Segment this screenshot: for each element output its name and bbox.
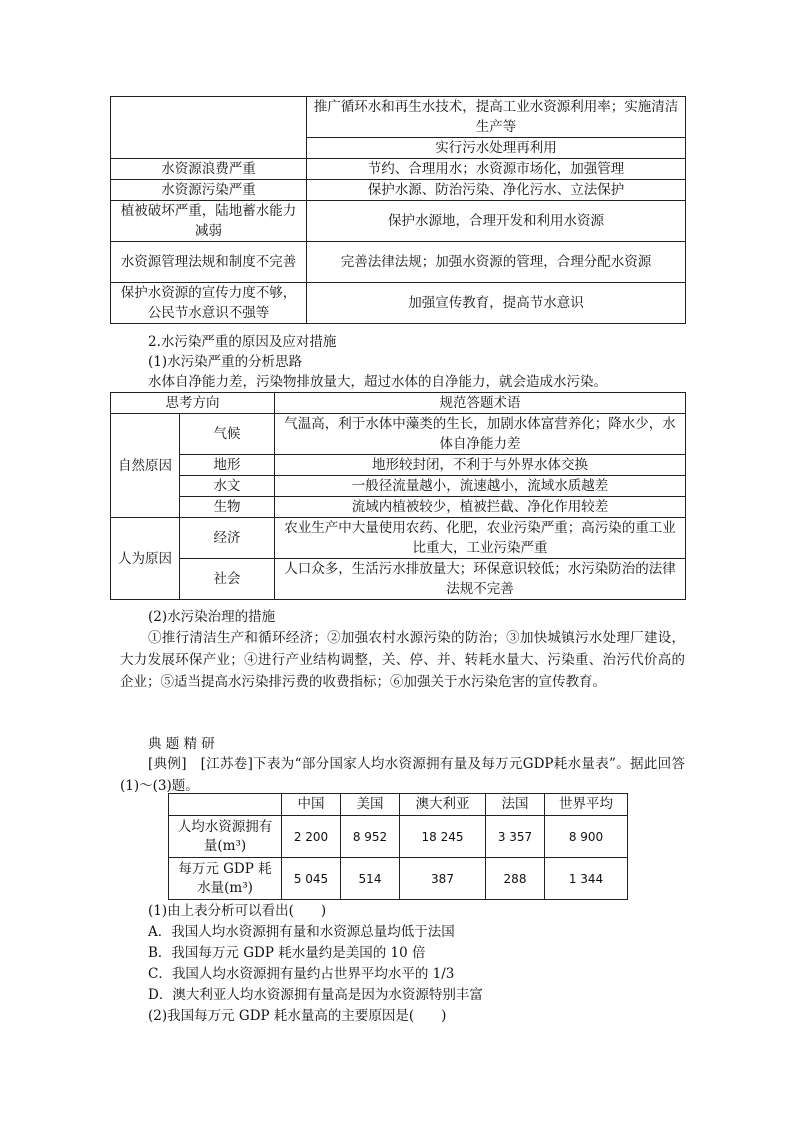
table-cell: 514 [341,858,400,900]
table1-cell-right: 加强宣传教育，提高节水意识 [307,283,686,324]
table-cell: 387 [400,858,486,900]
table-cell: 8 952 [341,816,400,858]
table1-cell-left: 水资源管理法规和制度不完善 [111,242,307,283]
option-a: A．我国人均水资源拥有量和水资源总量均低于法国 [148,924,455,940]
cause-description: 农业生产中大量使用农药、化肥，农业污染严重；高污染的重工业比重大，工业污染严重 [275,518,686,559]
table-cell: 18 245 [400,816,486,858]
table1-cell-right: 节约、合理用水；水资源市场化，加强管理 [307,159,686,180]
cause-factor: 社会 [180,559,275,600]
table1-cell-left: 保护水资源的宣传力度不够，公民节水意识不强等 [111,283,307,324]
cause-description: 一般径流量越小，流速越小，流域水质越差 [275,476,686,497]
table-cell: 2 200 [282,816,341,858]
table-header-cell: 美国 [341,794,400,816]
table1-cell-right: 推广循环水和再生水技术，提高工业水资源利用率；实施清洁生产等 [307,97,686,138]
table-cell: 1 344 [545,858,628,900]
pollution-causes-table [110,392,686,600]
measures-paragraph: ①推行清洁生产和循环经济；②加强农村水源污染的防治；③加快城镇污水处理厂建设，大力发展环保产业；④进行产业结构调整，关、停、并、转耗水量大、污染重、治污代价高的企业；⑤适当提高水污染排污费的收费指标；⑥加强关于水污染危害的宣传教育。 [120,630,685,690]
table-header-cell: 规范答题术语 [275,393,686,414]
cause-description: 地形较封闭，不利于与外界水体交换 [275,455,686,476]
cause-factor: 经济 [180,518,275,559]
table1-cell-left: 植被破坏严重，陆地蓄水能力减弱 [111,201,307,242]
table-header-cell: 思考方向 [111,393,275,414]
table1-cell-left [111,97,307,159]
row-label: 每万元 GDP 耗水量(m³) [169,858,282,900]
section-heading: 2.水污染严重的原因及应对措施 [148,334,337,350]
option-c: C．我国人均水资源拥有量约占世界平均水平的 1/3 [148,966,455,982]
table1-cell-right: 实行污水处理再利用 [307,138,686,159]
cause-group-natural: 自然原因 [111,414,180,518]
cause-factor: 气候 [180,414,275,455]
option-b: B．我国每万元 GDP 耗水量约是美国的 10 倍 [148,945,426,961]
cause-description: 流域内植被较少，植被拦截、净化作用较差 [275,497,686,518]
table-cell: 288 [486,858,545,900]
table1-cell-right: 完善法律法规；加强水资源的管理，合理分配水资源 [307,242,686,283]
cause-factor: 生物 [180,497,275,518]
measures-table [110,96,686,324]
question-2: (2)我国每万元 GDP 耗水量高的主要原因是( ) [148,1008,447,1024]
table-cell: 3 357 [486,816,545,858]
table1-cell-right: 保护水源地，合理开发和利用水资源 [307,201,686,242]
cause-factor: 水文 [180,476,275,497]
subsection-heading: (2)水污染治理的措施 [148,609,276,625]
cause-group-human: 人为原因 [111,518,180,600]
water-resource-table [168,793,628,900]
cause-factor: 地形 [180,455,275,476]
table1-cell-left: 水资源浪费严重 [111,159,307,180]
cause-description: 气温高，利于水体中藻类的生长，加剧水体富营养化；降水少，水体自净能力差 [275,414,686,455]
table-header-cell: 澳大利亚 [400,794,486,816]
table-header-cell: 法国 [486,794,545,816]
question-1: (1)由上表分析可以看出( ) [148,903,327,919]
row-label: 人均水资源拥有量(m³) [169,816,282,858]
cause-description: 人口众多，生活污水排放量大；环保意识较低；水污染防治的法律法规不完善 [275,559,686,600]
intro-text: 水体自净能力差，污染物排放量大，超过水体的自净能力，就会造成水污染。 [148,374,607,390]
table1-cell-right: 保护水源、防治污染、净化污水、立法保护 [307,180,686,201]
table-header-cell [169,794,282,816]
table-header-cell: 世界平均 [545,794,628,816]
table1-cell-left: 水资源污染严重 [111,180,307,201]
table-cell: 5 045 [282,858,341,900]
subsection-heading: (1)水污染严重的分析思路 [148,354,303,370]
table-header-cell: 中国 [282,794,341,816]
table-cell: 8 900 [545,816,628,858]
example-intro: [典例] [江苏卷]下表为“部分国家人均水资源拥有量及每万元GDP耗水量表”。据此回答(1)～(3)题。 [120,756,685,794]
section-title: 典 题 精 研 [148,736,215,752]
option-d: D．澳大利亚人均水资源拥有量高是因为水资源特别丰富 [148,987,483,1003]
